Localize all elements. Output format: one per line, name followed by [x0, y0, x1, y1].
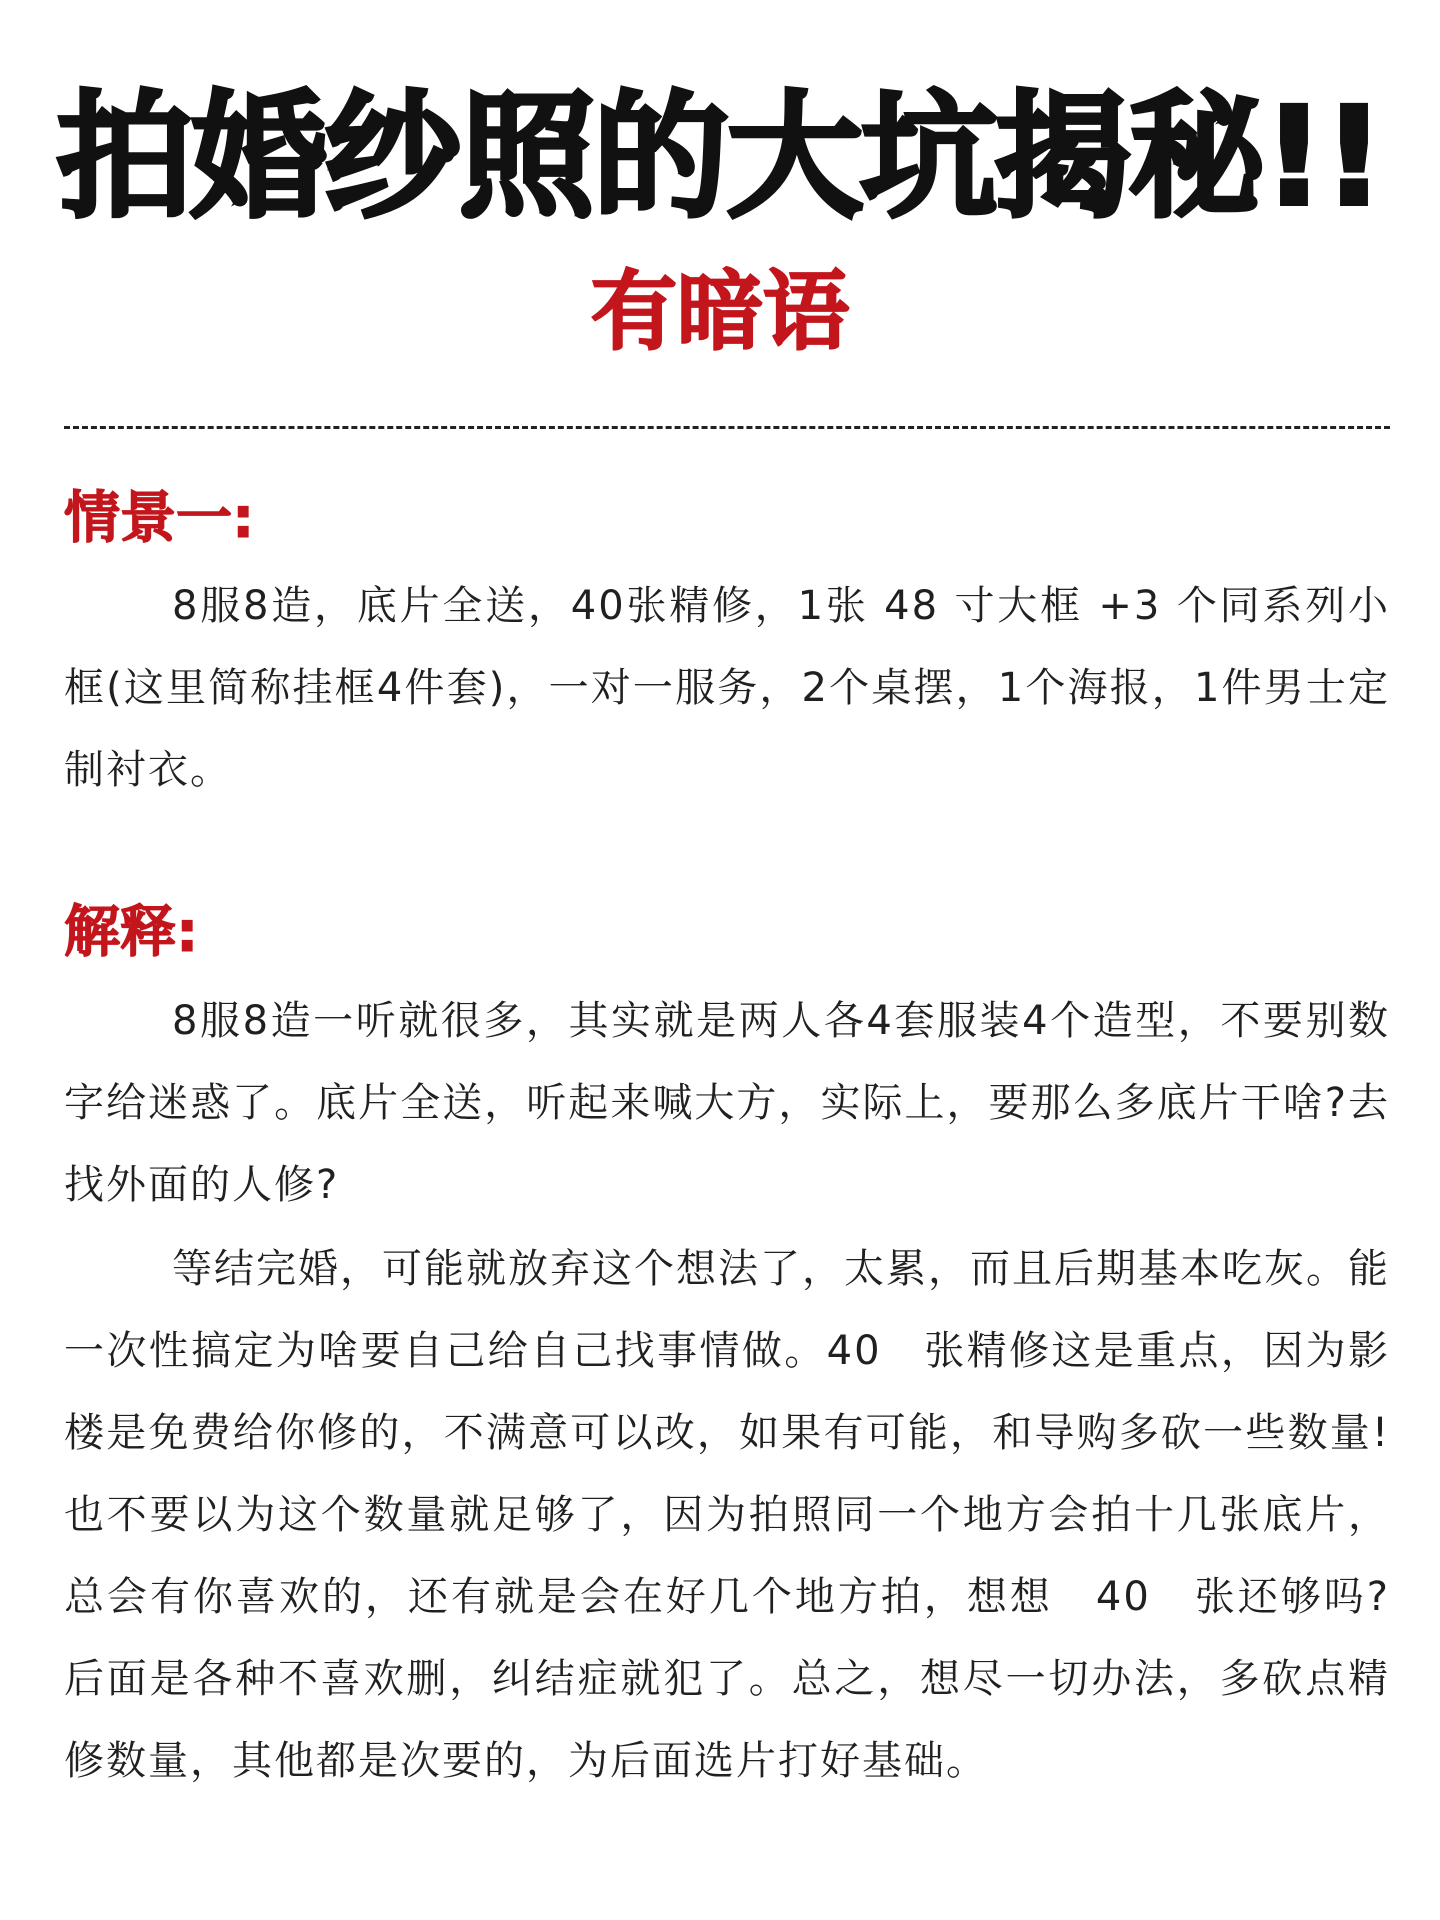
explanation-paragraph-1: 8服8造一听就很多，其实就是两人各4套服装4个造型，不要别数字给迷惑了。底片全送，听起来喊大方，实际上，要那么多底片干啥?去找外面的人修? — [64, 998, 1390, 1208]
page-subtitle: 有暗语 — [591, 262, 849, 362]
page-title: 拍婚纱照的大坑揭秘!! — [56, 79, 1384, 237]
section-heading-scenario-one: 情景一: — [64, 486, 255, 551]
dashed-divider — [64, 426, 1390, 429]
section-heading-explanation: 解释: — [64, 900, 199, 965]
scenario-paragraph: 8服8造，底片全送，40张精修，1张 48 寸大框 +3 个同系列小框(这里简称挂框4件套)，一对一服务，2个桌摆，1个海报，1件男士定制衬衣。 — [64, 583, 1390, 793]
explanation-paragraph-2: 等结完婚，可能就放弃这个想法了，太累，而且后期基本吃灰。能一次性搞定为啥要自己给自己找事情做。40 张精修这是重点，因为影楼是免费给你修的，不满意可以改，如果有可能，和导购多砍一些数量!也不要以为这个数量就足够了，因为拍照同一个地方会拍十几张底片，总会有你喜欢的，还有就是会在好几个地方拍，想想 40 张还够吗?后面是各种不喜欢删，纠结症就犯了。总之，想尽一切办法，多砍点精修数量，其他都是次要的，为后面选片打好基础。 — [64, 1246, 1390, 1784]
